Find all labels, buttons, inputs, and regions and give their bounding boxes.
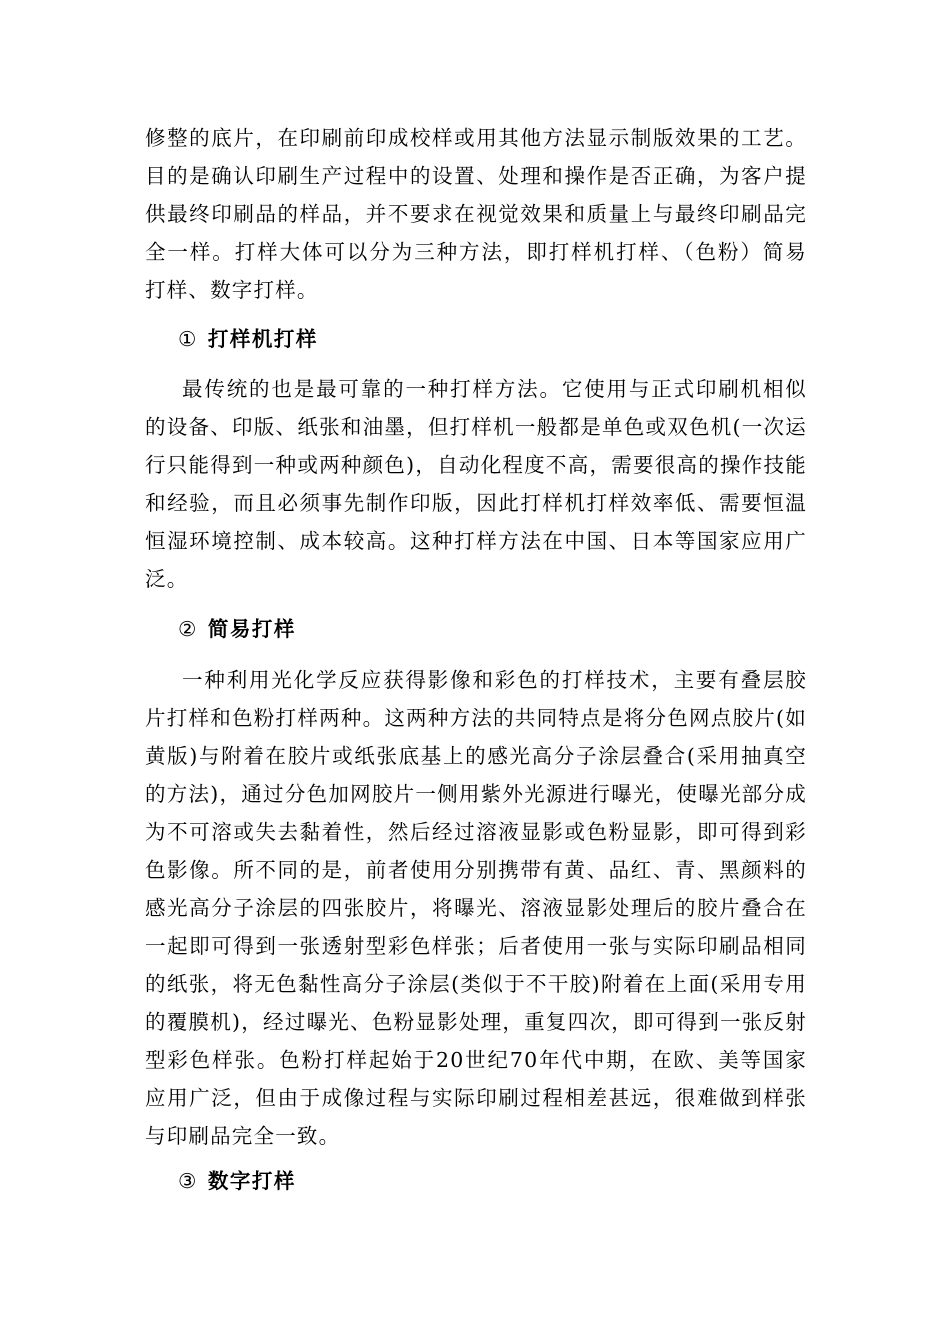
section-title-3: 数字打样 [207, 1169, 296, 1193]
section-paragraph-1: 最传统的也是最可靠的一种打样方法。它使用与正式印刷机相似的设备、印版、纸张和油墨，但打样机一般都是单色或双色机(一次运行只能得到一种或两种颜色)，自动化程度不高，需要很高的操作技能和经验，而且必须事先制作印版，因此打样机打样效率低、需要恒温恒湿环境控制、成本较高。这种打样方法在中国、日本等国家应用广泛。 [145, 377, 807, 591]
section-number-3: ③ [178, 1169, 198, 1193]
section-number-1: ① [178, 327, 198, 351]
section-heading-1 [178, 320, 318, 358]
section-heading-3 [178, 1162, 296, 1200]
section-title-2: 简易打样 [207, 617, 296, 641]
section-paragraph-2: 一种利用光化学反应获得影像和彩色的打样技术，主要有叠层胶片打样和色粉打样两种。这两种方法的共同特点是将分色网点胶片(如黄版)与附着在胶片或纸张底基上的感光高分子涂层叠合(采用抽真空的方法)，通过分色加网胶片一侧用紫外光源进行曝光，使曝光部分成为不可溶或失去黏着性，然后经过溶液显影或色粉显影，即可得到彩色影像。所不同的是，前者使用分别携带有黄、品红、青、黑颜料的感光高分子涂层的四张胶片，将曝光、溶液显影处理后的胶片叠合在一起即可得到一张透射型彩色样张；后者使用一张与实际印刷品相同的纸张，将无色黏性高分子涂层(类似于不干胶)附着在上面(采用专用的覆膜机)，经过曝光、色粉显影处理，重复四次，即可得到一张反射型彩色样张。色粉打样起始于20世纪70年代中期，在欧、美等国家应用广泛，但由于成像过程与实际印刷过程相差甚远，很难做到样张与印刷品完全一致。 [145, 668, 807, 1148]
section-title-1: 打样机打样 [207, 327, 318, 351]
section-heading-2 [178, 610, 296, 648]
intro-paragraph: 修整的底片，在印刷前印成校样或用其他方法显示制版效果的工艺。目的是确认印刷生产过程中的设置、处理和操作是否正确，为客户提供最终印刷品的样品，并不要求在视觉效果和质量上与最终印刷品完全一样。打样大体可以分为三种方法，即打样机打样、（色粉）简易打样、数字打样。 [145, 126, 807, 302]
section-number-2: ② [178, 617, 198, 641]
